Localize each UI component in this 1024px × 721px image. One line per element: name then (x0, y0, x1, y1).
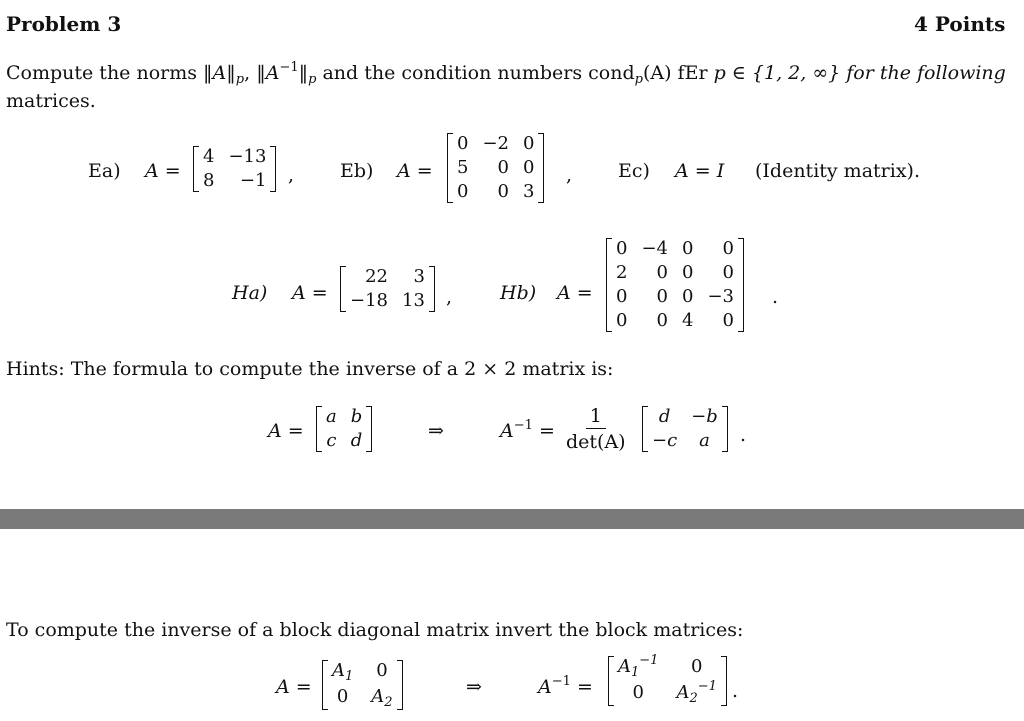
hint-inverse-matrix (642, 406, 728, 452)
eb-matrix-cell: 0 (523, 133, 535, 154)
hint-matrix (316, 406, 372, 452)
block-implies: ⇒ (466, 676, 482, 698)
hb-matrix-cell: 0 (656, 310, 668, 331)
exercise-ha-label: Ha) (232, 282, 268, 304)
hint-inverse-matrix-cell: −b (691, 406, 718, 427)
hint-inverse-matrix-cell: d (658, 406, 671, 427)
section-divider (0, 509, 1024, 529)
hint-fraction: 1 det(A) (566, 405, 626, 453)
hint-matrix-cell: b (350, 406, 363, 427)
hint-matrix-cell: a (326, 406, 337, 427)
hb-matrix-cell: 2 (616, 262, 628, 283)
hb-matrix-cell: 0 (656, 262, 668, 283)
hb-matrix-cell: 0 (722, 262, 734, 283)
hb-matrix-cell: 0 (616, 310, 628, 331)
exercise-ha-matrix (340, 266, 435, 312)
hb-matrix-cell: 4 (682, 310, 694, 331)
hb-matrix-cell: 0 (682, 286, 694, 307)
eb-matrix-cell: 0 (457, 133, 469, 154)
block-inverse-lhs: $A^{-1}$ = (538, 674, 593, 698)
block-lhs: A = (276, 676, 312, 698)
problem-title: Problem 3 (6, 12, 122, 36)
prompt-line-2: matrices. (6, 90, 96, 112)
eb-matrix-cell: 3 (523, 181, 535, 202)
hb-matrix-cell: 0 (722, 238, 734, 259)
exercise-ec-expr: A = I (675, 160, 725, 182)
exercise-ea-matrix (193, 146, 276, 192)
exercise-ha-lhs: A = (292, 282, 328, 304)
prompt-line-1: Compute the norms $‖A‖_p$, $‖A^{-1}‖_p$ and the condition numbers cond$_p$(A) fEr p ∈ {1, 2, ∞} for the following (6, 60, 1006, 87)
exercise-ec-note: (Identity matrix). (755, 160, 920, 182)
exercise-ec-label: Ec) (618, 160, 650, 182)
exercise-eb-label: Eb) (340, 160, 374, 182)
ha-matrix-cell: 22 (365, 266, 388, 287)
eb-matrix-cell: 0 (457, 181, 469, 202)
hb-matrix-cell: 0 (616, 286, 628, 307)
hint-period: . (740, 424, 747, 446)
ea-matrix-cell: 4 (203, 146, 215, 167)
hint-inverse-lhs: $A^{-1}$ = (500, 418, 555, 442)
ea-matrix-cell: 8 (203, 170, 215, 191)
hint-inverse-matrix-cell: −c (652, 430, 678, 451)
exercise-hb-period: . (772, 286, 779, 308)
hint-matrix-cell: c (326, 430, 337, 451)
exercise-eb-comma: , (566, 164, 573, 186)
eb-matrix-cell: 0 (497, 157, 509, 178)
block-text: To compute the inverse of a block diagonal matrix invert the block matrices: (6, 619, 744, 641)
exercise-ea-lhs: A = (145, 160, 181, 182)
ha-matrix-cell: −18 (350, 290, 388, 311)
exercise-ea-label: Ea) (88, 160, 121, 182)
block-period: . (732, 680, 739, 702)
block-inverse-matrix: $A_1^{-1}$ 0 0 $A_2^{-1}$ (608, 656, 727, 706)
eb-matrix-cell: 0 (523, 157, 535, 178)
hb-matrix-cell: 0 (682, 262, 694, 283)
hb-matrix-cell: 0 (616, 238, 628, 259)
exercise-hb-matrix (606, 238, 744, 332)
hb-matrix-cell: 0 (682, 238, 694, 259)
exercise-ea-comma: , (288, 164, 295, 186)
hint-inverse-matrix-cell: a (699, 430, 710, 451)
exercise-eb-lhs: A = (397, 160, 433, 182)
hint-implies: ⇒ (428, 420, 444, 442)
hb-matrix-cell: −3 (707, 286, 734, 307)
hint-matrix-cell: d (350, 430, 363, 451)
exercise-hb-label: Hb) (500, 282, 537, 304)
ea-matrix-cell: −1 (239, 170, 267, 191)
exercise-eb-matrix (447, 133, 544, 203)
points-label: 4 Points (914, 12, 1006, 36)
eb-matrix-cell: 0 (497, 181, 509, 202)
exercise-hb-lhs: A = (557, 282, 593, 304)
block-matrix: $A_1$ 0 0 $A_2$ (322, 660, 403, 710)
eb-matrix-cell: 5 (457, 157, 469, 178)
hints-text: Hints: The formula to compute the inverse of a 2 × 2 matrix is: (6, 358, 614, 380)
eb-matrix-cell: −2 (482, 133, 509, 154)
exercise-ha-comma: , (446, 286, 453, 308)
hb-matrix-cell: 0 (722, 310, 734, 331)
hint-lhs: A = (268, 420, 304, 442)
ea-matrix-cell: −13 (228, 146, 267, 167)
ha-matrix-cell: 13 (402, 290, 425, 311)
hb-matrix-cell: 0 (656, 286, 668, 307)
ha-matrix-cell: 3 (413, 266, 425, 287)
hb-matrix-cell: −4 (641, 238, 668, 259)
